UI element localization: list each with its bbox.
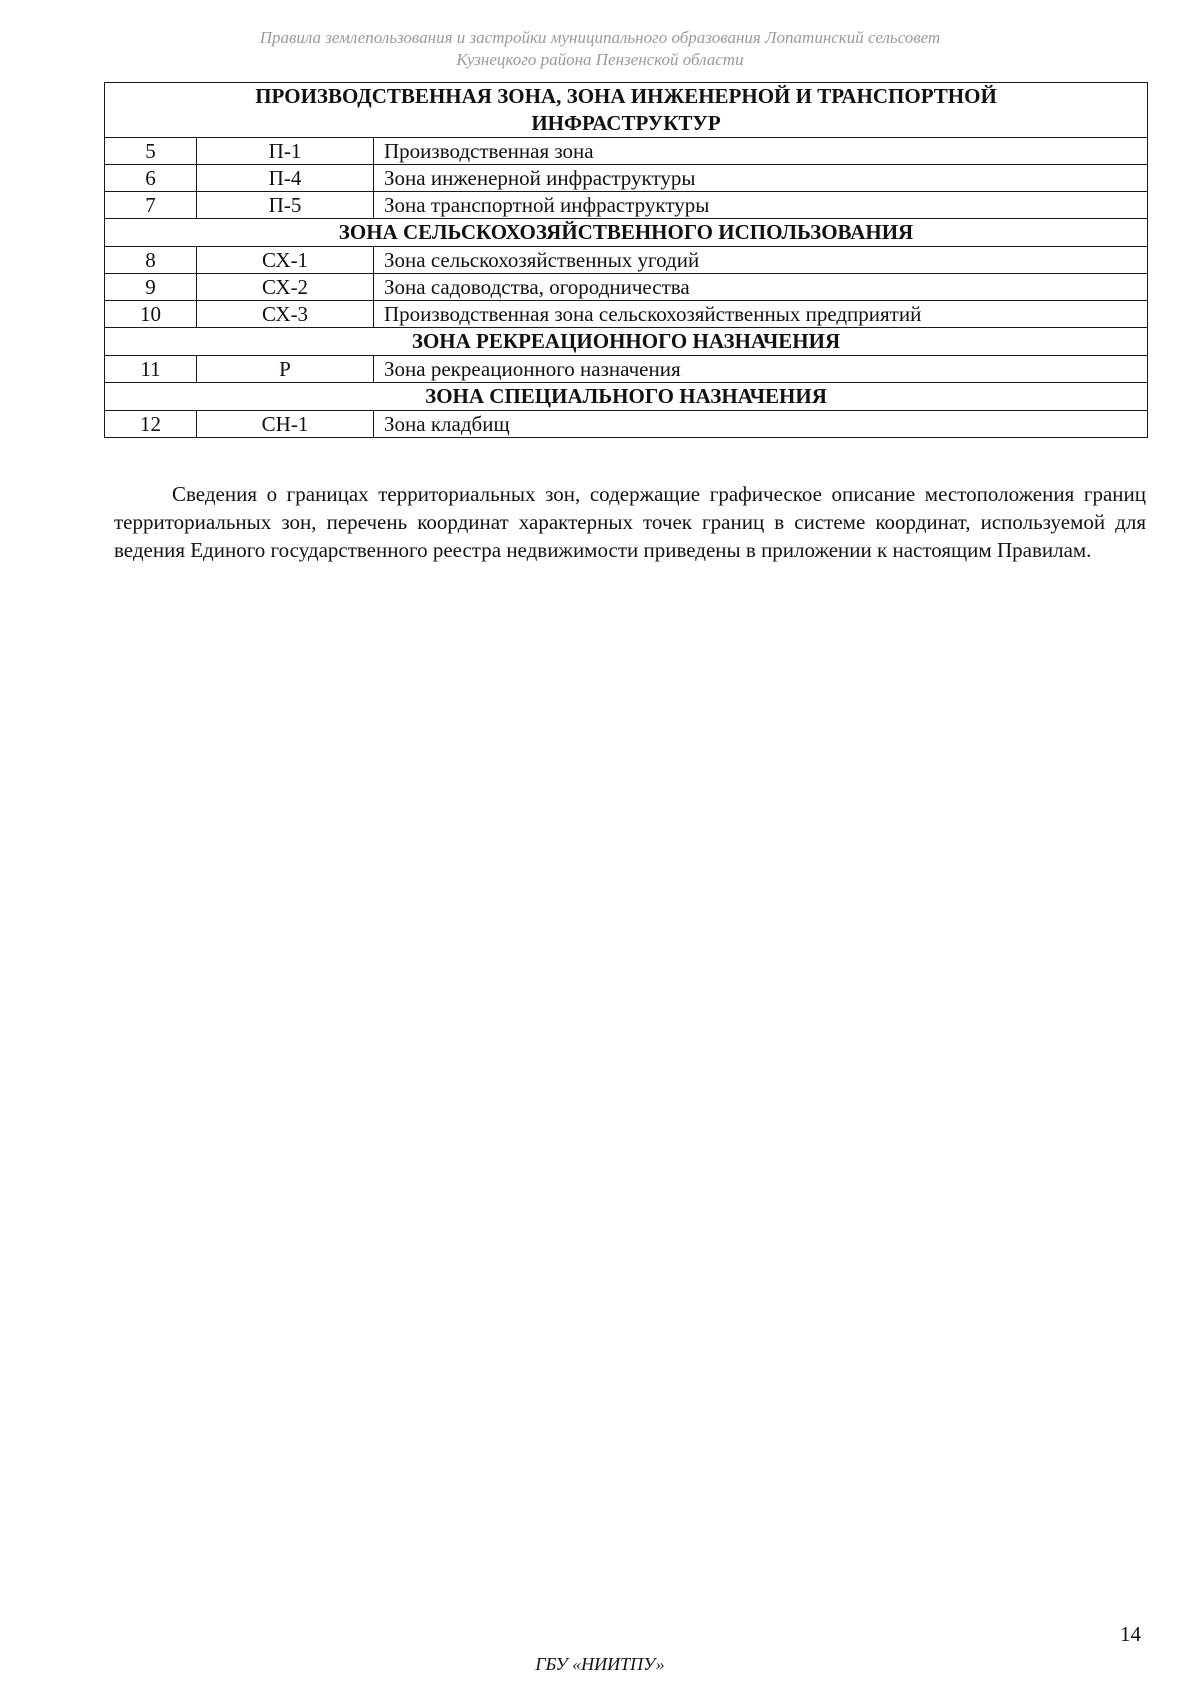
table-row: [105, 138, 1148, 165]
zone-name: Зона кладбищ: [374, 411, 1148, 438]
group-title: ЗОНА СПЕЦИАЛЬНОГО НАЗНАЧЕНИЯ: [105, 383, 1148, 411]
page-number: 14: [1120, 1622, 1141, 1646]
group-title: ЗОНА РЕКРЕАЦИОННОГО НАЗНАЧЕНИЯ: [105, 328, 1148, 356]
zones-table: [104, 82, 1148, 438]
document-header: [100, 27, 1100, 71]
table-row: [105, 356, 1148, 383]
group-header-row: [105, 219, 1148, 247]
zone-code: СХ-1: [197, 247, 374, 274]
group-header-row: [105, 383, 1148, 411]
zone-number: 6: [105, 165, 197, 192]
table-row: [105, 165, 1148, 192]
zone-number: 8: [105, 247, 197, 274]
zone-code: СН-1: [197, 411, 374, 438]
group-header-row: [105, 83, 1148, 138]
zone-code: СХ-3: [197, 301, 374, 328]
zone-name: Производственная зона: [374, 138, 1148, 165]
zone-number: 12: [105, 411, 197, 438]
zone-code: П-5: [197, 192, 374, 219]
table-row: [105, 192, 1148, 219]
zone-name: Зона транспортной инфраструктуры: [374, 192, 1148, 219]
zone-number: 9: [105, 274, 197, 301]
zone-name: Производственная зона сельскохозяйственных предприятий: [374, 301, 1148, 328]
group-header-row: [105, 328, 1148, 356]
header-line-2: Кузнецкого района Пензенской области: [456, 50, 744, 69]
zone-number: 10: [105, 301, 197, 328]
zone-name: Зона садоводства, огородничества: [374, 274, 1148, 301]
table-row: [105, 274, 1148, 301]
zone-code: Р: [197, 356, 374, 383]
group-title: ЗОНА СЕЛЬСКОХОЗЯЙСТВЕННОГО ИСПОЛЬЗОВАНИЯ: [105, 219, 1148, 247]
zone-name: Зона рекреационного назначения: [374, 356, 1148, 383]
body-paragraph: Сведения о границах территориальных зон, содержащие графическое описание местоположения границ территориальных зон, перечень координат характерных точек границ в системе координат, используемой для ведения Единого государственного реестра недвижимости приведены в приложении к настоящим Правилам.: [114, 482, 1146, 562]
table-row: [105, 247, 1148, 274]
zone-number: 5: [105, 138, 197, 165]
zone-name: Зона инженерной инфраструктуры: [374, 165, 1148, 192]
zone-number: 11: [105, 356, 197, 383]
table-row: [105, 301, 1148, 328]
zone-code: П-4: [197, 165, 374, 192]
table-row: [105, 411, 1148, 438]
group-title: ПРОИЗВОДСТВЕННАЯ ЗОНА, ЗОНА ИНЖЕНЕРНОЙ И ТРАНСПОРТНОЙ ИНФРАСТРУКТУР: [105, 83, 1148, 138]
header-line-1: Правила землепользования и застройки муниципального образования Лопатинский сельсовет: [259, 28, 941, 47]
zone-name: Зона сельскохозяйственных угодий: [374, 247, 1148, 274]
zone-code: СХ-2: [197, 274, 374, 301]
document-footer: ГБУ «НИИТПУ»: [535, 1654, 665, 1674]
zone-number: 7: [105, 192, 197, 219]
zone-code: П-1: [197, 138, 374, 165]
